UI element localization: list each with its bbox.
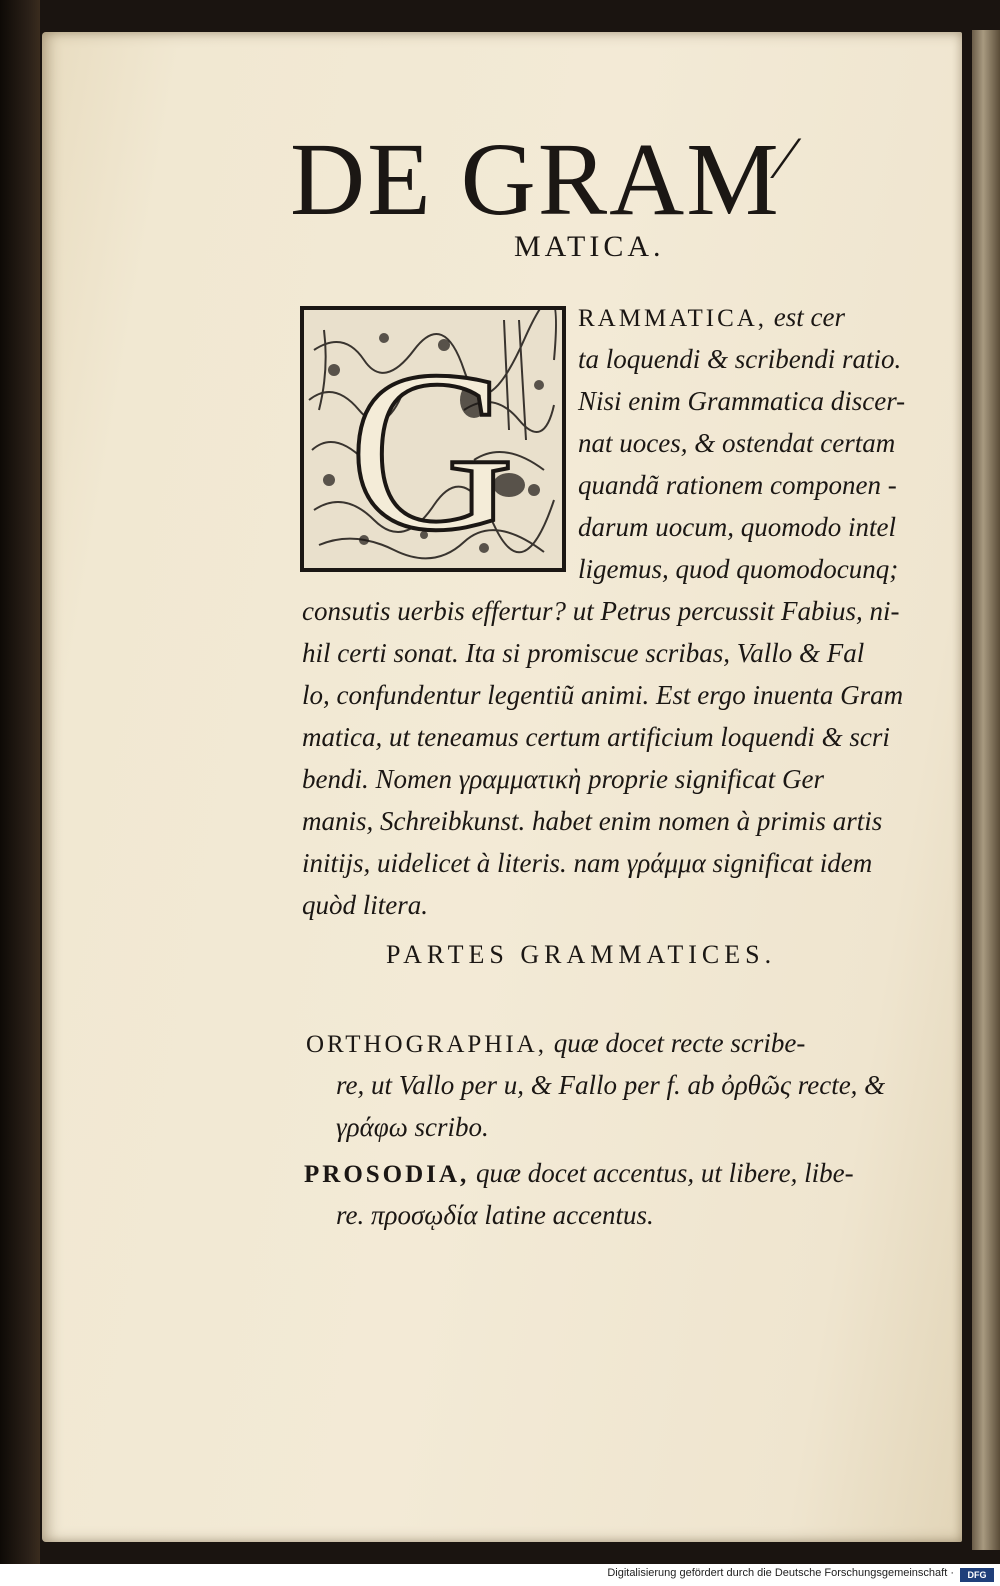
prosodia-line-1 xyxy=(304,1160,854,1187)
para1-line-11: matica, ut teneamus certum artificium loquendi & scri xyxy=(302,722,890,752)
orthographia-line-2: re, ut Vallo per u, & Fallo per f. ab ὀρθῶς recte, & xyxy=(336,1070,886,1100)
para1-line-2: ta loquendi & scribendi ratio. xyxy=(578,344,902,374)
para1-first-word: RAMMATICA, xyxy=(578,305,768,332)
para1-line-1 xyxy=(578,304,845,331)
prosodia-line-1-text: quæ docet accentus, ut libere, libe- xyxy=(475,1158,854,1188)
orthographia-term: ORTHOGRAPHIA, xyxy=(306,1031,547,1058)
footer-bar xyxy=(0,1564,1000,1586)
section-heading: PARTES GRAMMATICES. xyxy=(386,940,777,969)
woodcut-initial xyxy=(300,306,566,572)
para1-line-8: consutis uerbis effertur? ut Petrus percussit Fabius, ni- xyxy=(302,596,900,626)
initial-letter-glyph: G xyxy=(348,323,516,568)
para1-line-10: lo, confundentur legentiũ animi. Est ergo inuenta Gram xyxy=(302,680,904,710)
para1-line-6: darum uocum, quomodo intel xyxy=(578,512,896,542)
para1-line-4: nat uoces, & ostendat certam xyxy=(578,428,896,458)
title-hyphen: ⁄ xyxy=(780,125,793,191)
prosodia-line-2: re. προσῳδία latine accentus. xyxy=(336,1200,654,1230)
para1-line-9: hil certi sonat. Ita si promiscue scribas, Vallo & Fal xyxy=(302,638,865,668)
orthographia-line-1 xyxy=(306,1030,805,1057)
para1-line-5: quandã rationem componen - xyxy=(578,470,897,500)
para1-line-13: manis, Schreibkunst. habet enim nomen à primis artis xyxy=(302,806,883,836)
footer-credit: Digitalisierung gefördert durch die Deutsche Forschungsgemeinschaft · xyxy=(607,1567,954,1579)
para1-line-1-text: est cer xyxy=(773,302,846,332)
para1-line-15: quòd litera. xyxy=(302,890,428,920)
orthographia-line-1-text: quæ docet recte scribe- xyxy=(553,1028,806,1058)
page-title-line2: MATICA. xyxy=(514,230,665,263)
book-spine-shadow xyxy=(0,0,40,1586)
dfg-logo: DFG xyxy=(960,1568,994,1582)
para1-line-7: ligemus, quod quomodocunq; xyxy=(578,554,899,584)
para1-line-14: initijs, uidelicet à literis. nam γράμμα significat idem xyxy=(302,848,873,878)
page-title-line1 xyxy=(290,122,793,237)
prosodia-term: PROSODIA, xyxy=(304,1161,470,1188)
page-stack-edge xyxy=(972,30,1000,1550)
orthographia-line-3: γράφω scribo. xyxy=(336,1112,489,1142)
para1-line-12: bendi. Nomen γραμματικὴ proprie significat Ger xyxy=(302,764,825,794)
title-text: DE GRAM xyxy=(290,122,781,237)
para1-line-3: Nisi enim Grammatica discer- xyxy=(578,386,906,416)
